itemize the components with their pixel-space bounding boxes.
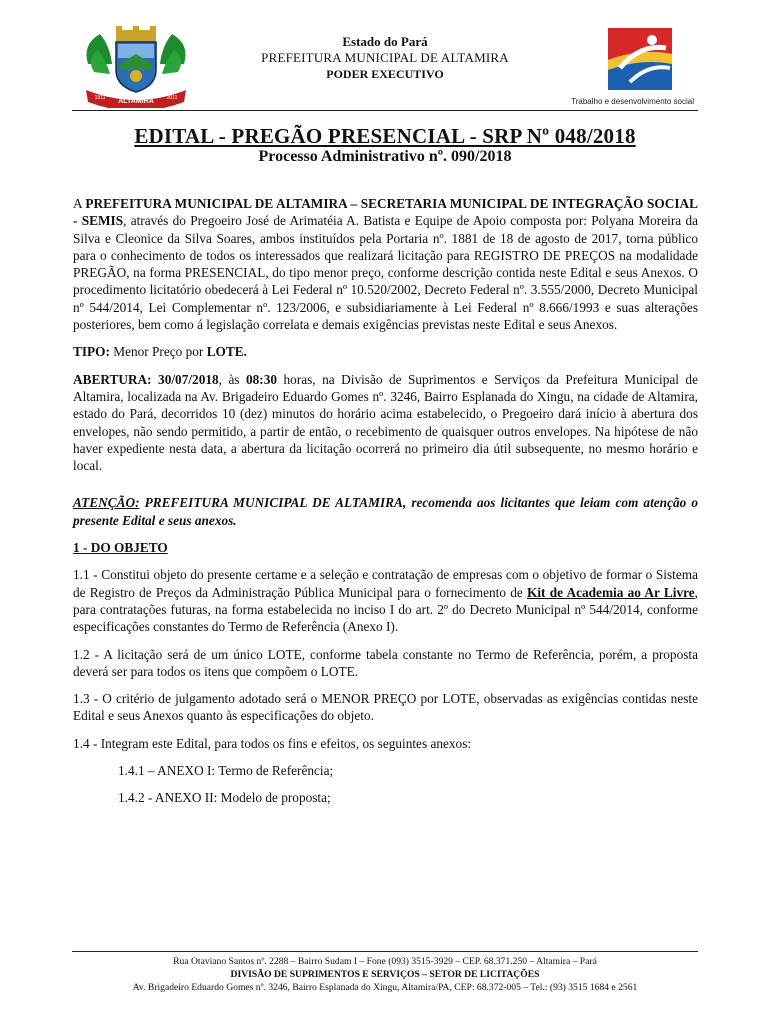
abertura-paragraph <box>73 371 698 475</box>
item-1-3: 1.3 - O critério de julgamento adotado será o MENOR PREÇO por LOTE, observadas as exigências contidas neste Edital e seus Anexos quanto às especificações do objeto. <box>73 691 698 724</box>
kit-academia-text: Kit de Academia ao Ar Livre <box>527 584 695 600</box>
footer <box>40 955 730 994</box>
item-1-1 <box>73 566 698 635</box>
item-1-4: 1.4 - Integram este Edital, para todos os fins e efeitos, os seguintes anexos: <box>73 735 472 751</box>
atencao-text: PREFEITURA MUNICIPAL DE ALTAMIRA, recomenda aos licitantes que leiam com atenção o presente Edital e seus anexos. <box>73 495 698 528</box>
item-1-1-text-b: , para contratações futuras, na forma estabelecida no inciso I do art. 2º do Decreto Municipal nº 544/2014, conforme especificações constantes do Termo de Referência (Anexo I). <box>73 584 698 635</box>
section1-heading <box>73 539 698 556</box>
crest-year-right: 2011 <box>166 95 178 101</box>
document-title: EDITAL - PREGÃO PRESENCIAL - SRP Nº 048/2018 <box>134 124 636 148</box>
crest-ribbon-text: ALTAMIRA <box>118 98 154 105</box>
tipo-text: Menor Preço por <box>109 344 207 360</box>
abertura-label: ABERTURA: 30/07/2018 <box>73 371 219 387</box>
item-1-1-text-a: 1.1 - Constitui objeto do presente certame e a seleção e contratação de empresas com o objetivo de formar o Sistema de Registro de Preços da Administração Pública Municipal para o fornecimento de <box>73 567 698 600</box>
section1-heading-text: 1 - DO OBJETO <box>73 540 168 556</box>
prefeitura-name: PREFEITURA MUNICIPAL DE ALTAMIRA <box>261 50 509 65</box>
footer-division: DIVISÃO DE SUPRIMENTOS E SERVIÇOS – SETOR DE LICITAÇÕES <box>230 969 540 980</box>
header-text-block <box>200 34 570 82</box>
document-body <box>73 195 698 817</box>
intro-paragraph <box>73 195 698 333</box>
item-1-2: 1.2 - A licitação será de um único LOTE, conforme tabela constante no Termo de Referência, porém, a proposta deverá ser para todos os itens que compõem o LOTE. <box>73 646 698 679</box>
state-name: Estado do Pará <box>342 34 428 49</box>
annex-1: 1.4.1 – ANEXO I: Termo de Referência; <box>118 763 334 779</box>
abertura-text-1: , às <box>218 371 246 387</box>
intro-article: A <box>73 196 86 211</box>
abertura-text-2: horas, na Divisão de Suprimentos e Serviços da Prefeitura Municipal de Altamira, localizada na Av. Brigadeiro Eduardo Gomes nº. 3246, Bairro Esplanada do Xingu, na cidade de Altamira, estado do Pará, decorridos 10 (dez) minutos do horário acima estabelecido, o Pregoeiro dará início à abertura dos envelopes, não sendo permitido, a partir de então, o recebimento de quaisquer outros envelopes. Na hipótese de não haver expediente nesta data, a abertura da licitação ocorrerá no primeiro dia útil subsequente, no mesmo horário e local. <box>73 371 698 474</box>
intro-text: , através do Pregoeiro José de Arimatéia A. Batista e Equipe de Apoio composta por: Polyana Moreira da Silva e Cleonice da Silva Soares, ambos instituídos pela Portaria nº. 1881 de 18 de agosto de 2017, torna público para o conhecimento de todos os interessados que realizará licitação para REGISTRO DE PREÇOS na modalidade PREGÃO, na forma PRESENCIAL, do tipo menor preço, conforme descrição contida neste Edital e seus Anexos. O procedimento licitatório obedecerá à Lei Federal nº 10.520/2002, Decreto Federal nº. 3.555/2000, Decreto Municipal nº 544/2014, Lei Complementar nº. 123/2006, e subsidiariamente à Lei Federal nº 8.666/1993 e suas alterações posteriores, bem como á legislação correlata e demais exigências previstas neste Edital e seus Anexos. <box>73 213 698 333</box>
intro-entity: PREFEITURA MUNICIPAL DE ALTAMIRA – SECRETARIA MUNICIPAL DE INTEGRAÇÃO SOCIAL - SEMIS <box>73 196 698 229</box>
tipo-label: TIPO: <box>73 344 110 360</box>
municipal-crest-logo <box>80 24 192 108</box>
abertura-hour: 08:30 <box>246 371 278 387</box>
social-development-logo <box>590 24 690 94</box>
tipo-value: LOTE. <box>206 344 247 360</box>
crest-year-left: 1911 <box>94 95 106 101</box>
atencao-paragraph <box>73 494 698 529</box>
header-divider <box>72 110 698 111</box>
atencao-label: ATENÇÃO: <box>73 495 140 511</box>
logo-caption: Trabalho e desenvolvimento social <box>571 97 694 106</box>
poder-executivo: PODER EXECUTIVO <box>326 67 444 81</box>
footer-address: Rua Otaviano Santos nº. 2288 – Bairro Sudam I – Fone (093) 3515-3929 – CEP. 68.371.250 – Altamira – Pará <box>173 956 597 967</box>
tipo-paragraph <box>73 343 698 360</box>
footer-divider <box>72 951 698 952</box>
annex-2: 1.4.2 - ANEXO II: Modelo de proposta; <box>118 790 331 806</box>
footer-contact: Av. Brigadeiro Eduardo Gomes nº. 3246, Bairro Esplanada do Xingu, Altamira/PA, CEP: 68.372-005 – Tel.: (93) 3515 1684 e 2561 <box>132 982 638 993</box>
document-subtitle: Processo Administrativo nº. 090/2018 <box>258 148 512 165</box>
